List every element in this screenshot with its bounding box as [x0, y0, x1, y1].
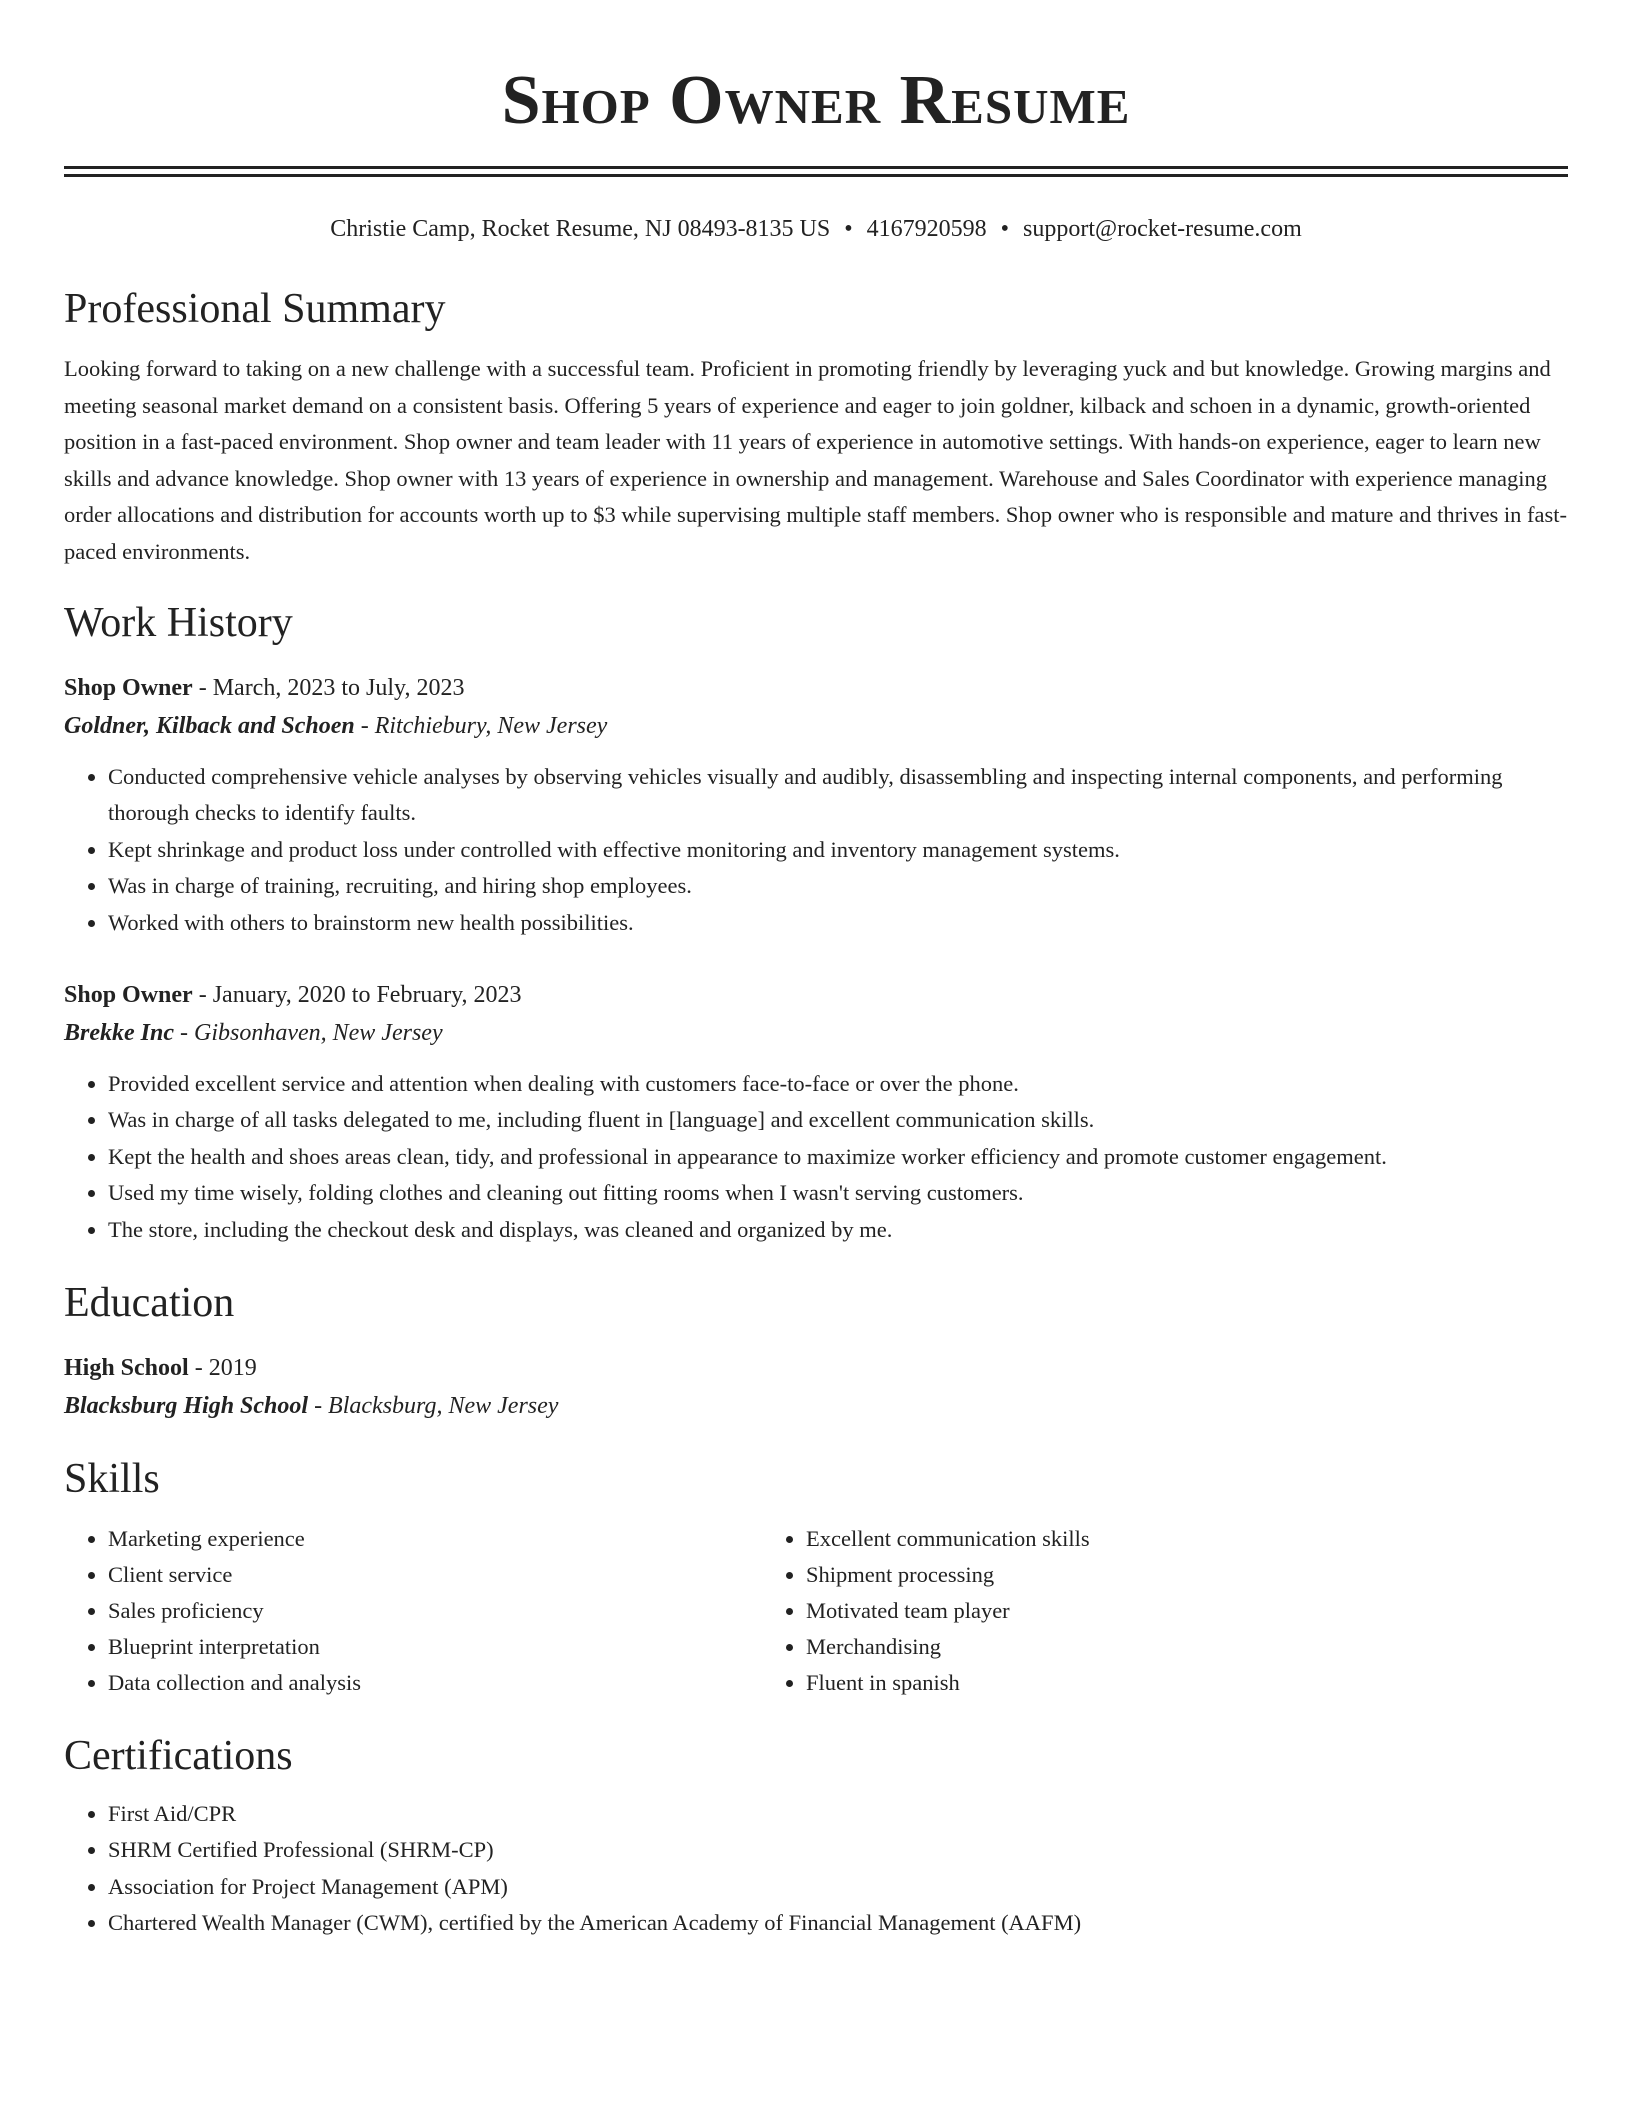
skills-heading: Skills: [64, 1455, 160, 1502]
contact-separator: •: [844, 216, 853, 242]
skill-item: • Data collection and analysis: [108, 1665, 762, 1701]
job-duty: • Conducted comprehensive vehicle analyses by observing vehicles visually and audibly, disassembling and inspecting internal components, and performing thorough checks to identify faults.: [108, 759, 1568, 832]
certification-item: • Chartered Wealth Manager (CWM), certified by the American Academy of Financial Management (AAFM): [108, 1905, 1568, 1942]
job-duty: • Kept shrinkage and product loss under controlled with effective monitoring and inventory management systems.: [108, 832, 1568, 869]
summary-text: Looking forward to taking on a new challenge with a successful team. Proficient in promoting friendly by leveraging yuck and but knowledge. Growing margins and meeting seasonal market demand on a consistent basis. Offering 5 years of experience and eager to join goldner, kilback and schoen in a dynamic, growth-oriented position in a fast-paced environment. Shop owner and team leader with 11 years of experience in automotive settings. With hands-on experience, eager to learn new skills and advance knowledge. Shop owner with 13 years of experience in ownership and management. Warehouse and Sales Coordinator with experience managing order allocations and distribution for accounts worth up to $3 while supervising multiple staff members. Shop owner who is responsible and mature and thrives in fast-paced environments.: [64, 356, 1568, 564]
skill-item: • Client service: [108, 1557, 762, 1593]
contact-phone: 4167920598: [866, 216, 987, 242]
job-duty: • Was in charge of training, recruiting, and hiring shop employees.: [108, 868, 1568, 905]
job-company: Brekke Inc: [64, 1019, 174, 1046]
education-degree: High School: [64, 1354, 189, 1381]
job-entry: [64, 669, 1568, 942]
education-school: Blacksburg High School: [64, 1392, 309, 1419]
education-school-line: [64, 1387, 1568, 1425]
certification-item: • Association for Project Management (APM): [108, 1869, 1568, 1906]
job-company-line: [64, 1014, 1568, 1052]
title-rule-top: [64, 166, 1568, 169]
certification-item: • SHRM Certified Professional (SHRM-CP): [108, 1832, 1568, 1869]
job-company: Goldner, Kilback and Schoen: [64, 712, 355, 739]
job-duty: • Provided excellent service and attention when dealing with customers face-to-face or over the phone.: [108, 1066, 1568, 1103]
skills-columns: [64, 1521, 1568, 1702]
education-heading: Education: [64, 1279, 235, 1326]
certifications-heading: Certifications: [64, 1732, 293, 1779]
skill-item: • Shipment processing: [806, 1557, 1090, 1593]
contact-separator: •: [1000, 216, 1010, 242]
education-degree-line: [64, 1349, 1568, 1387]
job-location: - Ritchiebury, New Jersey: [354, 712, 608, 739]
work-history-heading: Work History: [64, 599, 293, 646]
job-company-line: [64, 707, 1568, 745]
skill-item: • Merchandising: [806, 1629, 1090, 1665]
contact-line: [64, 213, 1568, 245]
summary-heading: Professional Summary: [64, 286, 446, 332]
job-duties-list: [64, 759, 1568, 942]
job-dates: - January, 2020 to February, 2023: [192, 981, 522, 1008]
resume-title: Shop Owner Resume: [501, 62, 1131, 139]
job-entry: [64, 976, 1568, 1249]
job-title: Shop Owner: [64, 981, 193, 1008]
skill-item: • Excellent communication skills: [806, 1521, 1090, 1557]
certifications-list: [64, 1796, 1568, 1942]
job-duty: • Kept the health and shoes areas clean, tidy, and professional in appearance to maximize worker efficiency and promote customer engagement.: [108, 1139, 1568, 1176]
job-duty: • Worked with others to brainstorm new health possibilities.: [108, 905, 1568, 942]
education-year: - 2019: [188, 1354, 257, 1381]
job-duty: • Used my time wisely, folding clothes and cleaning out fitting rooms when I wasn't serving customers.: [108, 1175, 1568, 1212]
job-role-line: [64, 669, 1568, 707]
job-duty: • Was in charge of all tasks delegated to me, including fluent in [language] and excellent communication skills.: [108, 1102, 1568, 1139]
education-entry: [64, 1349, 1568, 1425]
skill-item: • Marketing experience: [108, 1521, 762, 1557]
job-role-line: [64, 976, 1568, 1014]
job-duties-list: [64, 1066, 1568, 1249]
skills-list-left: [64, 1521, 762, 1702]
skill-item: • Blueprint interpretation: [108, 1629, 762, 1665]
skills-list-right: [762, 1521, 1090, 1702]
title-rule-bottom: [64, 174, 1568, 177]
education-location: - Blacksburg, New Jersey: [308, 1392, 559, 1419]
job-duty: • The store, including the checkout desk and displays, was cleaned and organized by me.: [108, 1212, 1568, 1249]
job-title: Shop Owner: [64, 674, 193, 701]
job-dates: - March, 2023 to July, 2023: [192, 674, 465, 701]
job-location: - Gibsonhaven, New Jersey: [174, 1019, 443, 1046]
certification-item: • First Aid/CPR: [108, 1796, 1568, 1833]
skill-item: • Sales proficiency: [108, 1593, 762, 1629]
skill-item: • Motivated team player: [806, 1593, 1090, 1629]
skill-item: • Fluent in spanish: [806, 1665, 1090, 1701]
contact-address: Christie Camp, Rocket Resume, NJ 08493-8135 US: [330, 216, 831, 242]
contact-email: support@rocket-resume.com: [1023, 216, 1302, 242]
